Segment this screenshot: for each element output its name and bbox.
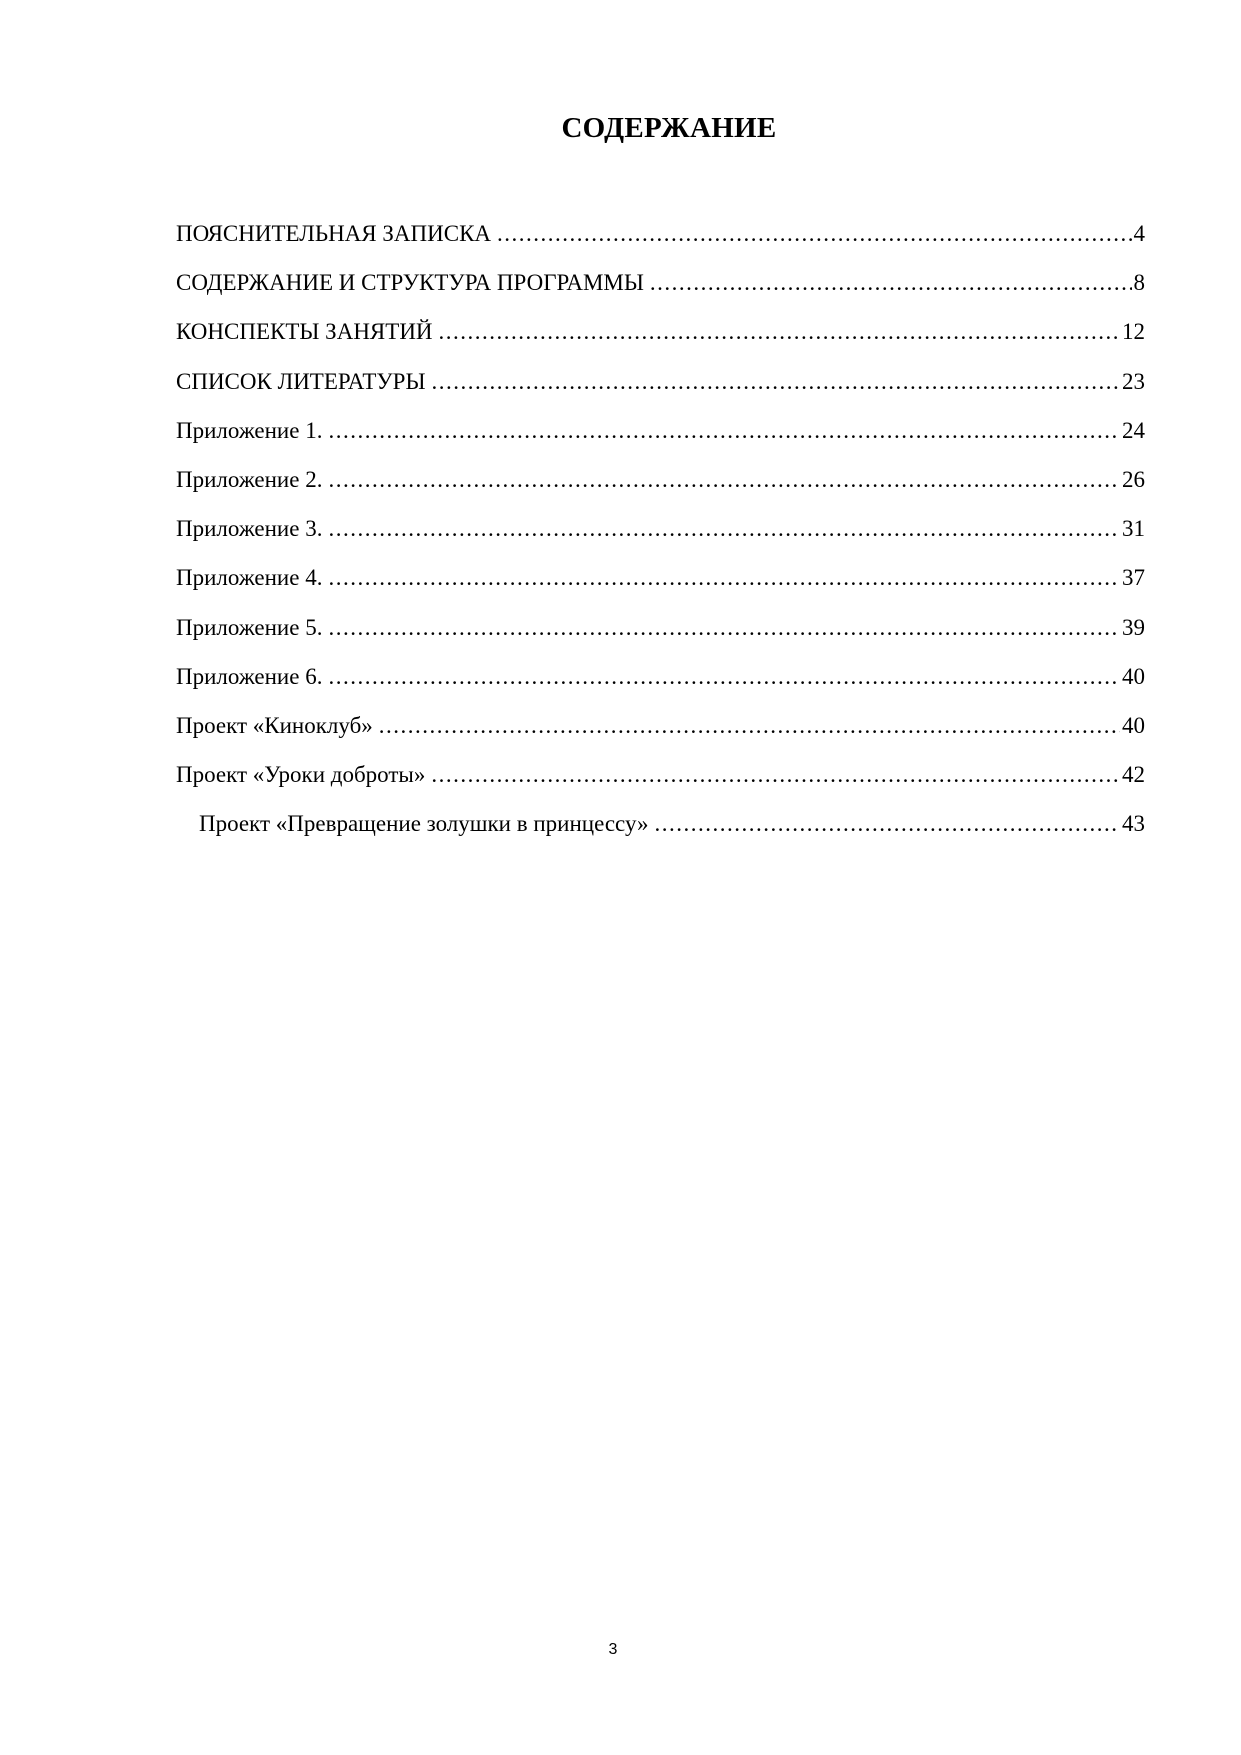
toc-entry-project-cinderella[interactable] bbox=[176, 810, 1145, 859]
dot-leader bbox=[650, 269, 1132, 297]
toc-entry-label: Приложение 5. bbox=[176, 614, 323, 640]
page-number: 3 bbox=[608, 1641, 618, 1658]
dot-leader bbox=[328, 417, 1120, 445]
toc-entry-appendix-3[interactable] bbox=[176, 515, 1145, 564]
dot-leader bbox=[328, 614, 1120, 642]
toc-entry-page: 37 bbox=[1122, 565, 1145, 591]
toc-entry-label: Проект «Уроки доброты» bbox=[176, 762, 426, 788]
dot-leader bbox=[328, 564, 1120, 592]
toc-entry-lesson-notes[interactable] bbox=[176, 318, 1145, 367]
dot-leader bbox=[328, 466, 1120, 494]
toc-entry-label: Приложение 6. bbox=[176, 663, 323, 689]
toc-entry-page: 12 bbox=[1122, 319, 1145, 345]
toc-entry-label: СПИСОК ЛИТЕРАТУРЫ bbox=[176, 368, 426, 394]
toc-entry-page: 40 bbox=[1122, 712, 1145, 738]
toc-entry-appendix-5[interactable] bbox=[176, 614, 1145, 663]
toc-entry-page: 42 bbox=[1122, 762, 1145, 788]
toc-entry-label: Проект «Киноклуб» bbox=[176, 712, 373, 738]
dot-leader bbox=[431, 761, 1120, 789]
dot-leader bbox=[497, 220, 1131, 248]
dot-leader bbox=[432, 368, 1120, 396]
toc-entry-appendix-6[interactable] bbox=[176, 663, 1145, 712]
page-title: СОДЕРЖАНИЕ bbox=[561, 112, 777, 144]
toc-entry-label: Проект «Превращение золушки в принцессу» bbox=[199, 811, 649, 837]
dot-leader bbox=[328, 663, 1120, 691]
toc-entry-label: Приложение 2. bbox=[176, 466, 323, 492]
dot-leader bbox=[439, 318, 1120, 346]
toc-entry-bibliography[interactable] bbox=[176, 368, 1145, 417]
toc-entry-explanatory-note[interactable] bbox=[176, 220, 1145, 269]
toc-entry-label: ПОЯСНИТЕЛЬНАЯ ЗАПИСКА bbox=[176, 221, 492, 246]
dot-leader bbox=[655, 810, 1120, 838]
toc-entry-page: 43 bbox=[1122, 811, 1145, 837]
toc-entry-label: Приложение 1. bbox=[176, 417, 323, 443]
dot-leader bbox=[379, 712, 1120, 740]
toc-entry-appendix-2[interactable] bbox=[176, 466, 1145, 515]
toc-entry-page: 4 bbox=[1133, 221, 1145, 246]
toc-entry-page: 39 bbox=[1122, 614, 1145, 640]
toc-entry-program-structure[interactable] bbox=[176, 269, 1145, 318]
table-of-contents bbox=[176, 220, 1145, 859]
toc-entry-label: СОДЕРЖАНИЕ И СТРУКТУРА ПРОГРАММЫ bbox=[176, 270, 644, 296]
toc-entry-page: 23 bbox=[1122, 368, 1145, 394]
toc-entry-label: КОНСПЕКТЫ ЗАНЯТИЙ bbox=[176, 319, 433, 345]
toc-entry-page: 8 bbox=[1133, 270, 1145, 296]
dot-leader bbox=[328, 515, 1120, 543]
toc-entry-page: 26 bbox=[1122, 466, 1145, 492]
toc-entry-project-kindness-lessons[interactable] bbox=[176, 761, 1145, 810]
toc-entry-appendix-4[interactable] bbox=[176, 564, 1145, 613]
toc-entry-project-film-club[interactable] bbox=[176, 712, 1145, 761]
toc-entry-label: Приложение 4. bbox=[176, 565, 323, 591]
toc-entry-page: 24 bbox=[1122, 417, 1145, 443]
toc-entry-label: Приложение 3. bbox=[176, 516, 323, 542]
toc-entry-page: 40 bbox=[1122, 663, 1145, 689]
toc-entry-appendix-1[interactable] bbox=[176, 417, 1145, 466]
toc-entry-page: 31 bbox=[1122, 516, 1145, 542]
